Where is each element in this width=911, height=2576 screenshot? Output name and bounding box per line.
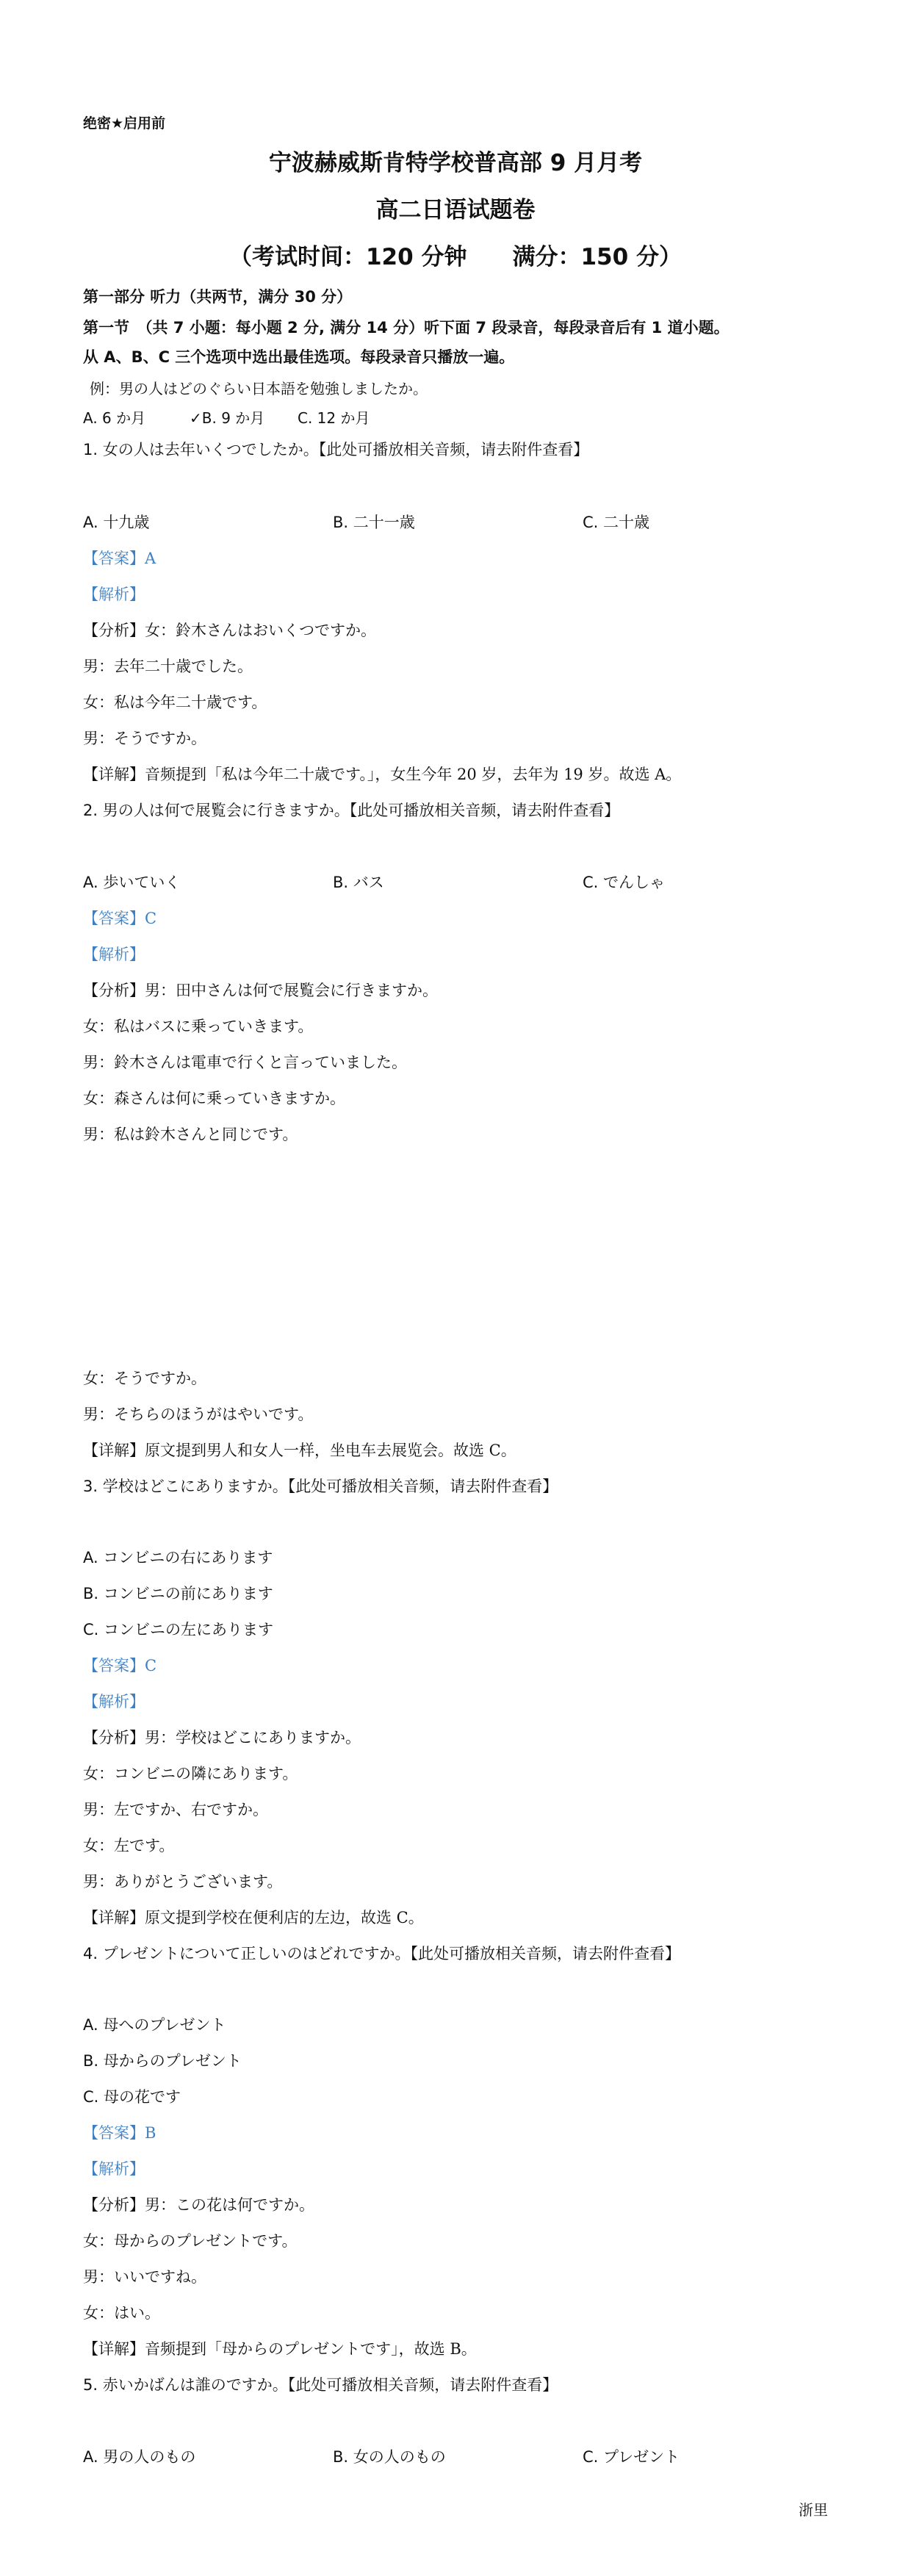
q4-detail: 【详解】音频提到「母からのプレゼントです」，故选 B。 [83,2340,477,2358]
audio-note: 【此处可播放相关音频，请去附件查看】 [318,441,589,458]
q2-answer: 【答案】C [83,910,157,927]
q4-option-b: B. 母からのプレゼント [83,2052,242,2070]
q3-detail: 【详解】原文提到学校在便利店的左边，故选 C。 [83,1909,424,1926]
q4-line: 男：いいですね。 [83,2268,206,2286]
q2-line: 男：そちらのほうがはやいです。 [83,1406,314,1423]
q4-option-a: A. 母へのプレゼント [83,2016,226,2034]
q2-line: 男：鈴木さんは電車で行くと言っていました。 [83,1054,407,1071]
q4-option-c: C. 母の花です [83,2088,181,2106]
q1-option-b: B. 二十一歳 [333,514,415,531]
q5-option-c: C. プレゼント [583,2448,680,2466]
question-2 [83,800,619,821]
q4-jiexi: 【解析】 [83,2160,145,2178]
question-5 [83,2375,558,2395]
section1-line1: 第一节 （共 7 小题：每小题 2 分, 满分 14 分）听下面 7 段录音，每段录音后有 1 道小题。 [83,319,730,337]
q5-option-b: B. 女の人のもの [333,2448,446,2466]
q3-line: 女：コンビニの隣にあります。 [83,1765,298,1782]
q2-option-b: B. バス [333,874,384,891]
question-4-text: 4. プレゼントについて正しいのはどれですか。 [83,1945,411,1962]
q3-jiexi: 【解析】 [83,1693,145,1710]
q3-option-c: C. コンビニの左にあります [83,1621,274,1638]
question-1 [83,439,588,460]
q1-line: 男：そうですか。 [83,730,206,747]
question-3-text: 3. 学校はどこにありますか。 [83,1478,288,1495]
exam-title: 高二日语试题卷 [375,197,536,223]
q4-line: 女：母からのプレゼントです。 [83,2232,298,2250]
audio-note: 【此处可播放相关音频，请去附件查看】 [410,1945,680,1962]
q3-option-b: B. コンビニの前にあります [83,1585,273,1602]
q2-line: 女：森さんは何に乗っていきますか。 [83,1090,345,1107]
school-title: 宁波赫威斯肯特学校普高部 9 月月考 [268,150,643,176]
question-1-text: 1. 女の人は去年いくつでしたか。 [83,441,319,458]
footer-mark: 浙里 [799,2501,828,2519]
q4-line: 【分析】男：この花は何ですか。 [83,2196,314,2214]
q2-line: 女：そうですか。 [83,1370,206,1387]
q1-option-c: C. 二十歳 [583,514,650,531]
question-5-text: 5. 赤いかばんは誰のですか。 [83,2376,288,2394]
q1-line: 女：私は今年二十歳です。 [83,694,267,711]
question-3 [83,1476,558,1497]
part1-title: 第一部分 听力（共两节，满分 30 分） [83,288,353,306]
section1-line2: 从 A、B、C 三个选项中选出最佳选项。每段录音只播放一遍。 [83,348,515,366]
q1-option-a: A. 十九歳 [83,514,150,531]
audio-note: 【此处可播放相关音频，请去附件查看】 [287,1478,558,1495]
q2-detail: 【详解】原文提到男人和女人一样，坐电车去展览会。故选 C。 [83,1442,516,1459]
audio-note: 【此处可播放相关音频，请去附件查看】 [287,2376,558,2394]
q2-jiexi: 【解析】 [83,946,145,963]
exam-time: （考试时间：120 分钟 满分：150 分） [228,244,682,270]
q3-line: 女：左です。 [83,1837,175,1854]
q2-line: 男：私は鈴木さんと同じです。 [83,1126,298,1143]
q1-detail: 【详解】音频提到「私は今年二十歳です。」，女生今年 20 岁，去年为 19 岁。故选 A。 [83,766,682,783]
question-2-text: 2. 男の人は何で展覧会に行きますか。 [83,802,350,819]
q2-line: 女：私はバスに乗っていきます。 [83,1018,314,1035]
q4-line: 女：はい。 [83,2304,160,2322]
q1-jiexi: 【解析】 [83,586,145,603]
q3-option-a: A. コンビニの右にあります [83,1549,273,1566]
q3-line: 男：左ですか、右ですか。 [83,1801,268,1818]
example-question: 例：男の人はどのぐらい日本語を勉強しましたか。 [90,380,428,397]
question-4 [83,1943,680,1964]
example-option-b: ✓B. 9 か月 [190,409,265,427]
q2-option-c: C. でんしゃ [583,874,666,891]
q5-option-a: A. 男の人のもの [83,2448,196,2466]
q3-answer: 【答案】C [83,1657,157,1674]
q2-line: 【分析】男：田中さんは何で展覧会に行きますか。 [83,982,438,999]
example-option-a: A. 6 か月 [83,409,146,427]
example-option-c: C. 12 か月 [298,409,370,427]
q1-answer: 【答案】A [83,550,156,567]
q2-option-a: A. 歩いていく [83,874,181,891]
audio-note: 【此处可播放相关音频，请去附件查看】 [349,802,620,819]
secret-label: 绝密★启用前 [83,115,166,132]
q3-line: 【分析】男：学校はどこにありますか。 [83,1729,361,1746]
q4-answer: 【答案】B [83,2124,156,2142]
q1-line: 【分析】女：鈴木さんはおいくつですか。 [83,622,376,639]
q1-line: 男：去年二十歳でした。 [83,658,253,675]
q3-line: 男：ありがとうございます。 [83,1873,283,1890]
